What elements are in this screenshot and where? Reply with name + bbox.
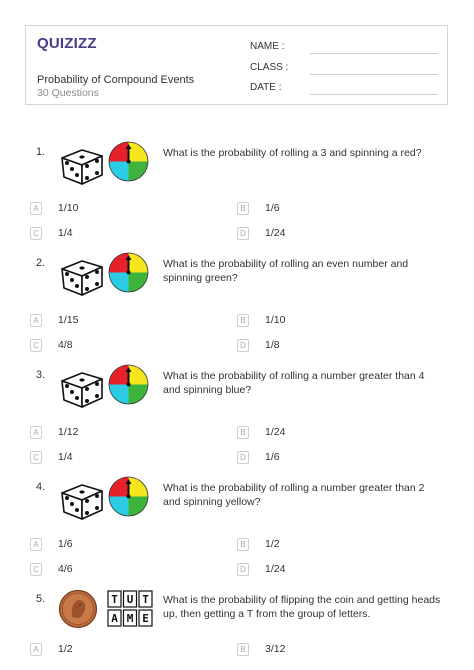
name-label: NAME :: [250, 41, 285, 52]
question-text: What is the probability of rolling a 3 and spinning a red?: [163, 147, 422, 159]
option-value: 4/6: [58, 563, 73, 575]
tile-letter: A: [111, 612, 118, 625]
dice-icon: [60, 477, 106, 521]
tile-letter: T: [142, 593, 149, 606]
option-value: 1/24: [265, 426, 286, 438]
option-letter: B: [237, 426, 249, 439]
option-value: 1/15: [58, 314, 79, 326]
option-value: 4/8: [58, 339, 73, 351]
tile-letter: T: [111, 593, 118, 606]
option-value: 3/12: [265, 643, 286, 655]
option-value: 1/6: [58, 538, 73, 550]
option-value: 1/4: [58, 451, 73, 463]
dice-icon: [60, 142, 106, 186]
tile-letter: E: [142, 612, 149, 625]
option-value: 1/24: [265, 563, 286, 575]
question-text: What is the probability of rolling a number greater than 4 and spinning blue?: [163, 370, 425, 396]
date-field[interactable]: [310, 94, 438, 95]
penny-icon: [58, 589, 98, 629]
option-value: 1/10: [58, 202, 79, 214]
option-letter: C: [30, 563, 42, 576]
question-number: 4.: [36, 481, 46, 493]
question-count: 30 Questions: [37, 87, 99, 99]
question-number: 1.: [36, 146, 46, 158]
option-value: 1/4: [58, 227, 73, 239]
option-letter: C: [30, 339, 42, 352]
quizizz-logo: QUIZIZZ: [37, 35, 97, 52]
spinner-icon: [108, 364, 149, 405]
question-number: 5.: [36, 593, 46, 605]
option-letter: D: [237, 563, 249, 576]
option-letter: A: [30, 314, 42, 327]
option-letter: B: [237, 314, 249, 327]
option-value: 1/10: [265, 314, 286, 326]
letter-tiles-icon: [107, 590, 153, 628]
option-value: 1/24: [265, 227, 286, 239]
option-letter: A: [30, 426, 42, 439]
option-value: 1/8: [265, 339, 280, 351]
question-text: What is the probability of flipping the coin and getting heads up, then getting a T from the group of letters.: [163, 594, 441, 620]
name-field[interactable]: [310, 53, 438, 54]
question-text: What is the probability of rolling an even number and spinning green?: [163, 258, 409, 284]
worksheet-title: Probability of Compound Events: [37, 74, 195, 86]
question-number: 3.: [36, 369, 46, 381]
option-letter: C: [30, 451, 42, 464]
spinner-icon: [108, 252, 149, 293]
tile-letter: U: [126, 593, 134, 606]
option-value: 1/2: [265, 538, 280, 550]
option-value: 1/6: [265, 451, 280, 463]
option-value: 1/6: [265, 202, 280, 214]
class-field[interactable]: [310, 74, 438, 75]
option-letter: B: [237, 643, 249, 656]
spinner-icon: [108, 476, 149, 517]
tile-letter: M: [126, 612, 134, 625]
question-text: What is the probability of rolling a number greater than 2 and spinning yellow?: [163, 482, 425, 508]
spinner-icon: [108, 141, 149, 182]
class-label: CLASS :: [250, 62, 289, 73]
option-letter: D: [237, 339, 249, 352]
option-letter: B: [237, 538, 249, 551]
option-value: 1/12: [58, 426, 79, 438]
option-value: 1/2: [58, 643, 73, 655]
question-number: 2.: [36, 257, 46, 269]
option-letter: C: [30, 227, 42, 240]
option-letter: D: [237, 451, 249, 464]
option-letter: A: [30, 538, 42, 551]
worksheet-header: [25, 25, 448, 105]
option-letter: A: [30, 202, 42, 215]
date-label: DATE :: [250, 82, 282, 93]
dice-icon: [60, 365, 106, 409]
option-letter: D: [237, 227, 249, 240]
option-letter: B: [237, 202, 249, 215]
dice-icon: [60, 253, 106, 297]
option-letter: A: [30, 643, 42, 656]
